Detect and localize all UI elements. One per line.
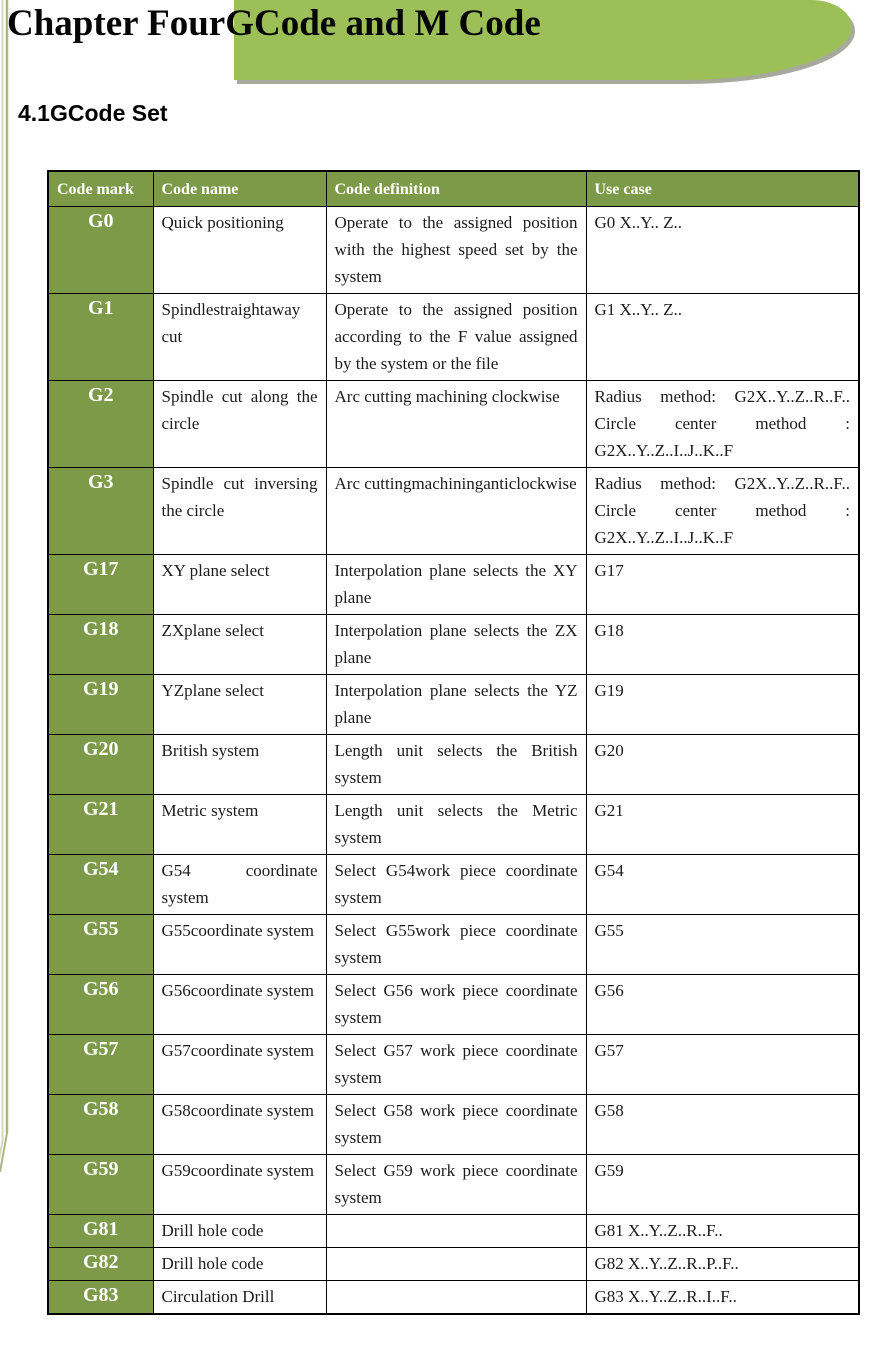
code-mark-cell: G81 [48, 1215, 153, 1248]
header-code-definition: Code definition [326, 171, 586, 207]
table-row [48, 615, 859, 675]
table-row [48, 1215, 859, 1248]
use-case-cell: G81 X..Y..Z..R..F.. [586, 1215, 859, 1248]
header-code-name: Code name [153, 171, 326, 207]
table-row [48, 1035, 859, 1095]
use-case-cell: G1 X..Y.. Z.. [586, 294, 859, 381]
table-row [48, 735, 859, 795]
code-definition-cell: Interpolation plane selects the YZ plane [326, 675, 586, 735]
code-definition-cell: Select G57 work piece coordinate system [326, 1035, 586, 1095]
code-mark-cell: G58 [48, 1095, 153, 1155]
code-mark-cell: G17 [48, 555, 153, 615]
use-case-cell: G55 [586, 915, 859, 975]
use-case-cell: G0 X..Y.. Z.. [586, 207, 859, 294]
use-case-cell: Radius method: G2X..Y..Z..R..F.. Circle center method : G2X..Y..Z..I..J..K..F [586, 468, 859, 555]
code-definition-cell: Interpolation plane selects the XY plane [326, 555, 586, 615]
code-mark-cell: G54 [48, 855, 153, 915]
table-row [48, 1248, 859, 1281]
table-row [48, 675, 859, 735]
section-heading: 4.1GCode Set [18, 100, 168, 126]
code-name-cell: Circulation Drill [153, 1281, 326, 1315]
code-name-cell: Spindlestraightaway cut [153, 294, 326, 381]
table-row [48, 1281, 859, 1315]
page-title: Chapter FourGCode and M Code [7, 3, 541, 44]
table-header-row [48, 171, 859, 207]
use-case-cell: G18 [586, 615, 859, 675]
header-code-mark: Code mark [48, 171, 153, 207]
use-case-cell: G56 [586, 975, 859, 1035]
code-mark-cell: G55 [48, 915, 153, 975]
code-mark-cell: G20 [48, 735, 153, 795]
code-definition-cell [326, 1215, 586, 1248]
code-definition-cell: Operate to the assigned position according to the F value assigned by the system or the file [326, 294, 586, 381]
code-mark-cell: G2 [48, 381, 153, 468]
use-case-cell: G21 [586, 795, 859, 855]
use-case-cell: G58 [586, 1095, 859, 1155]
table-row [48, 915, 859, 975]
code-definition-cell: Select G56 work piece coordinate system [326, 975, 586, 1035]
code-name-cell: YZplane select [153, 675, 326, 735]
table-row [48, 555, 859, 615]
code-definition-cell [326, 1281, 586, 1315]
code-name-cell: XY plane select [153, 555, 326, 615]
table-row [48, 468, 859, 555]
use-case-cell: G82 X..Y..Z..R..P..F.. [586, 1248, 859, 1281]
code-definition-cell: Arc cutting machining clockwise [326, 381, 586, 468]
code-definition-cell: Interpolation plane selects the ZX plane [326, 615, 586, 675]
table-row [48, 1155, 859, 1215]
code-definition-cell: Length unit selects the Metric system [326, 795, 586, 855]
code-definition-cell: Select G58 work piece coordinate system [326, 1095, 586, 1155]
code-name-cell: Spindle cut inversing the circle [153, 468, 326, 555]
code-mark-cell: G0 [48, 207, 153, 294]
code-mark-cell: G56 [48, 975, 153, 1035]
code-definition-cell: Select G54work piece coordinate system [326, 855, 586, 915]
code-mark-cell: G82 [48, 1248, 153, 1281]
page-edge-decoration [0, 0, 24, 1200]
use-case-cell: G19 [586, 675, 859, 735]
code-definition-cell: Length unit selects the British system [326, 735, 586, 795]
table-row [48, 1095, 859, 1155]
code-mark-cell: G18 [48, 615, 153, 675]
code-mark-cell: G1 [48, 294, 153, 381]
code-mark-cell: G3 [48, 468, 153, 555]
use-case-cell: G54 [586, 855, 859, 915]
code-name-cell: Spindle cut along the circle [153, 381, 326, 468]
code-mark-cell: G19 [48, 675, 153, 735]
use-case-cell: G57 [586, 1035, 859, 1095]
use-case-cell: G59 [586, 1155, 859, 1215]
code-definition-cell: Select G59 work piece coordinate system [326, 1155, 586, 1215]
code-definition-cell: Arc cuttingmachininganticlockwise [326, 468, 586, 555]
table-row [48, 855, 859, 915]
code-name-cell: G56coordinate system [153, 975, 326, 1035]
code-name-cell: Drill hole code [153, 1248, 326, 1281]
code-mark-cell: G59 [48, 1155, 153, 1215]
table-row [48, 294, 859, 381]
code-name-cell: G54 coordinate system [153, 855, 326, 915]
gcode-table-body [48, 207, 859, 1315]
use-case-cell: Radius method: G2X..Y..Z..R..F.. Circle center method : G2X..Y..Z..I..J..K..F [586, 381, 859, 468]
code-definition-cell: Select G55work piece coordinate system [326, 915, 586, 975]
use-case-cell: G20 [586, 735, 859, 795]
header-use-case: Use case [586, 171, 859, 207]
code-name-cell: Quick positioning [153, 207, 326, 294]
table-row [48, 975, 859, 1035]
use-case-cell: G17 [586, 555, 859, 615]
code-name-cell: Metric system [153, 795, 326, 855]
use-case-cell: G83 X..Y..Z..R..I..F.. [586, 1281, 859, 1315]
code-mark-cell: G21 [48, 795, 153, 855]
code-definition-cell: Operate to the assigned position with the highest speed set by the system [326, 207, 586, 294]
gcode-table [47, 170, 860, 1315]
code-name-cell: Drill hole code [153, 1215, 326, 1248]
code-mark-cell: G83 [48, 1281, 153, 1315]
code-definition-cell [326, 1248, 586, 1281]
table-row [48, 381, 859, 468]
code-name-cell: G55coordinate system [153, 915, 326, 975]
code-name-cell: ZXplane select [153, 615, 326, 675]
code-mark-cell: G57 [48, 1035, 153, 1095]
table-row [48, 795, 859, 855]
code-name-cell: British system [153, 735, 326, 795]
code-name-cell: G59coordinate system [153, 1155, 326, 1215]
table-row [48, 207, 859, 294]
code-name-cell: G57coordinate system [153, 1035, 326, 1095]
code-name-cell: G58coordinate system [153, 1095, 326, 1155]
